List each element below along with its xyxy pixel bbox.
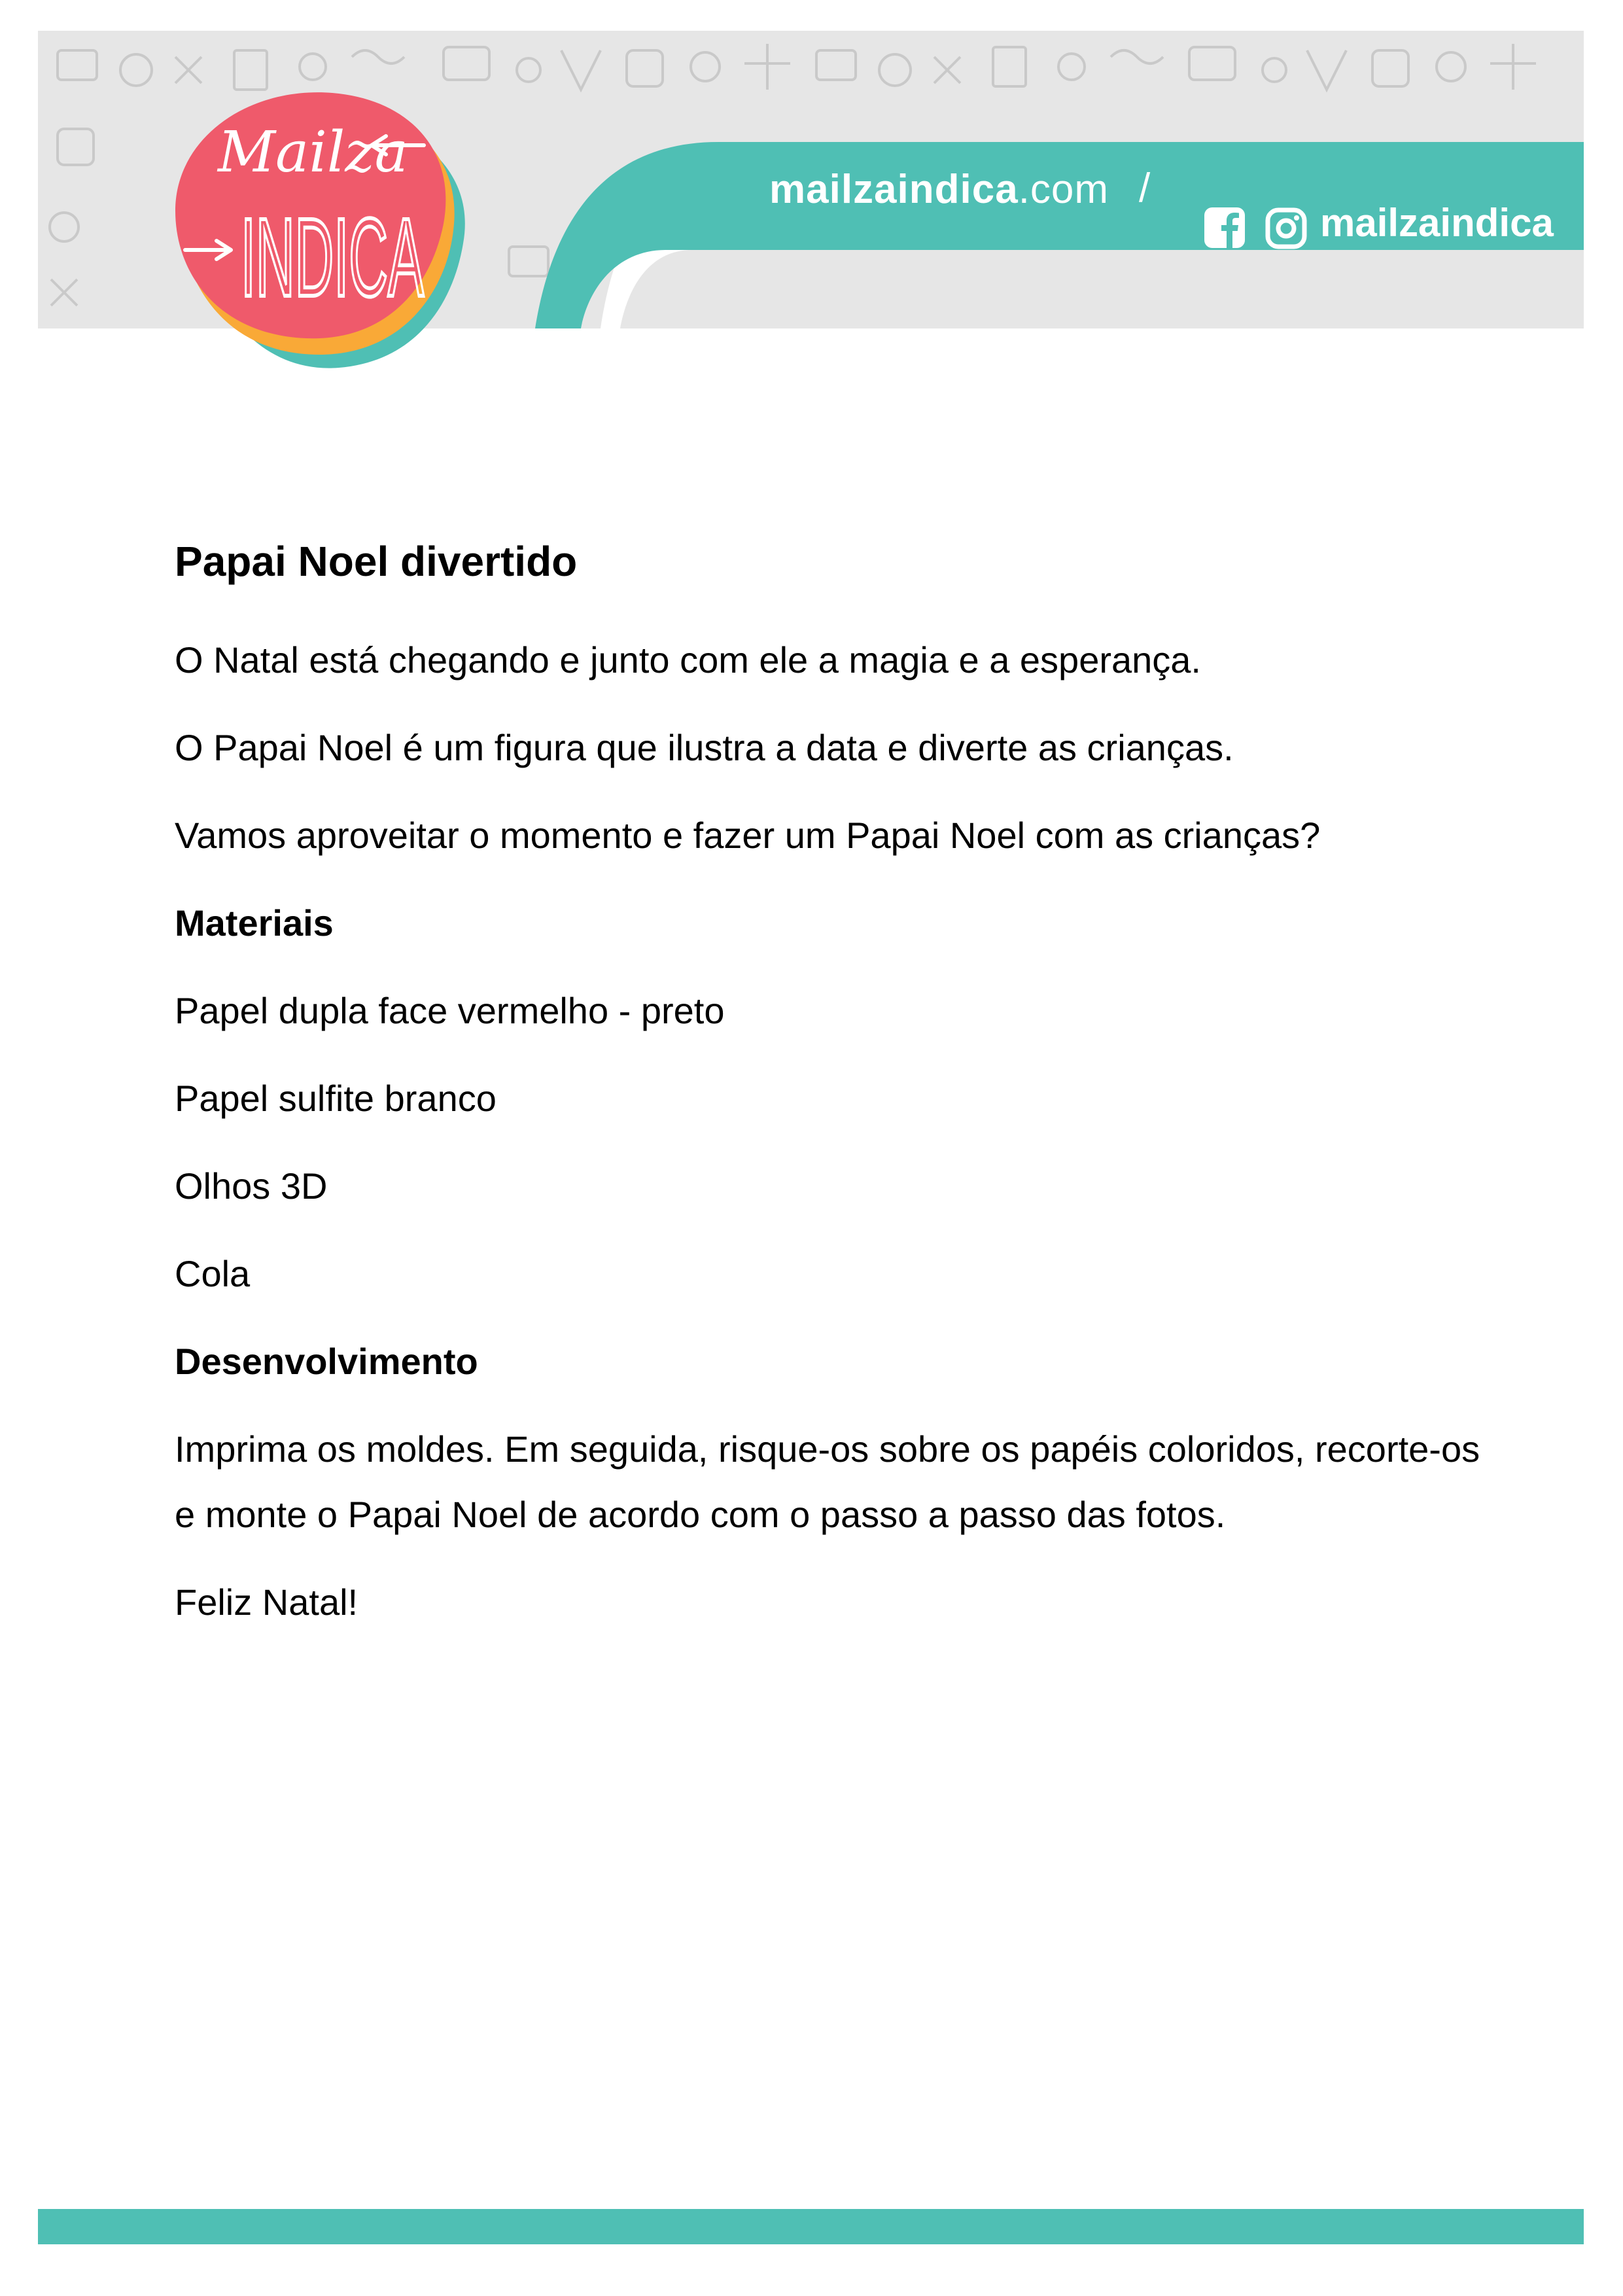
development-heading: Desenvolvimento xyxy=(175,1340,478,1382)
intro-paragraph: O Papai Noel é um figura que ilustra a data e diverte as crianças. xyxy=(175,726,1234,768)
materials-heading: Materiais xyxy=(175,902,334,944)
site-url[interactable]: mailzaindica.com xyxy=(769,167,1109,212)
material-item: Papel dupla face vermelho - preto xyxy=(175,989,725,1031)
mailza-indica-logo xyxy=(156,73,496,387)
document-title: Papai Noel divertido xyxy=(175,538,578,585)
logo-line2: INDICA xyxy=(241,196,425,320)
document-body xyxy=(175,537,1483,1657)
closing-text: Feliz Natal! xyxy=(175,1581,358,1623)
header-separator: / xyxy=(1139,166,1151,211)
development-text: Imprima os moldes. Em seguida, risque-os sobre os papéis coloridos, recorte-os e monte o Papai Noel de acordo com o passo a passo das fotos. xyxy=(175,1428,1480,1535)
intro-paragraph: O Natal está chegando e junto com ele a magia e a esperança. xyxy=(175,639,1201,680)
facebook-icon[interactable] xyxy=(1204,207,1245,248)
material-item: Papel sulfite branco xyxy=(175,1077,497,1119)
social-handle[interactable]: mailzaindica xyxy=(1320,201,1554,245)
intro-paragraph: Vamos aproveitar o momento e fazer um Papai Noel com as crianças? xyxy=(175,814,1321,856)
footer-bar xyxy=(38,2209,1584,2244)
material-item: Cola xyxy=(175,1252,251,1294)
instagram-icon[interactable] xyxy=(1265,207,1307,249)
logo-line1: Mailza xyxy=(218,120,408,185)
material-item: Olhos 3D xyxy=(175,1165,328,1207)
